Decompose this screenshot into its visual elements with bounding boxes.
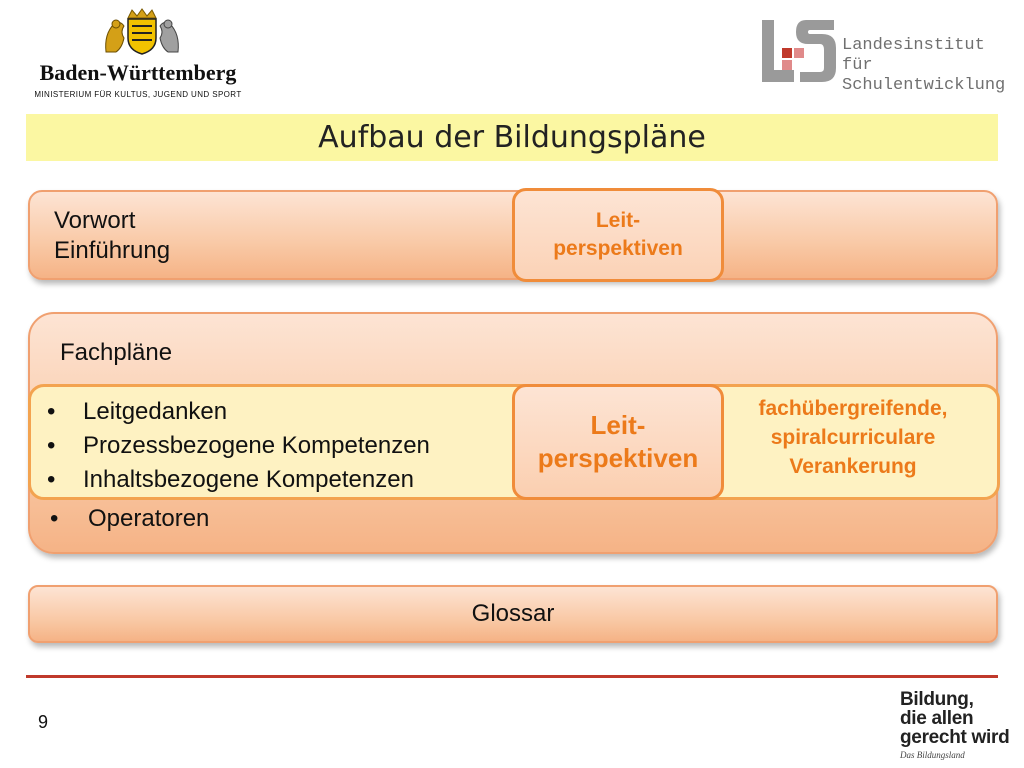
claim-line3: gerecht wird <box>900 727 1010 748</box>
glossar-panel <box>28 585 998 643</box>
einfuehrung-label: Einführung <box>54 237 171 264</box>
cross-curricular-note <box>722 394 984 481</box>
leitperspektiven-box-intro <box>512 188 724 282</box>
landesinstitut-logo <box>760 18 1010 95</box>
bullet-inhaltsbezogene-kompetenzen: • Inhaltsbezogene Kompetenzen <box>45 463 430 497</box>
leit-line1: Leit- <box>595 209 641 232</box>
claim-subline: Das Bildungsland <box>900 750 965 760</box>
state-name: Baden-Württemberg <box>39 60 237 85</box>
page-number: 9 <box>38 712 49 732</box>
leitperspektiven-box-fachplaene <box>512 384 724 500</box>
bullet-operatoren: • Operatoren <box>50 503 209 535</box>
claim-line2: die allen <box>900 708 974 729</box>
cross-line2: spiralcurriculare <box>770 426 936 449</box>
cross-line3: Verankerung <box>789 455 917 478</box>
institute-name-line1: Landesinstitut <box>842 36 985 55</box>
coat-of-arms-icon <box>94 8 190 56</box>
bildung-claim-logo <box>900 690 1010 760</box>
bullet-leitgedanken: • Leitgedanken <box>45 395 430 429</box>
title-band <box>26 114 998 161</box>
bullet-prozessbezogene-kompetenzen: • Prozessbezogene Kompetenzen <box>45 429 430 463</box>
fachplaene-bullet-list <box>45 395 430 497</box>
ls-logo-icon <box>760 18 836 84</box>
slide-title: Aufbau der Bildungspläne <box>318 120 706 155</box>
glossar-label: Glossar <box>471 600 555 627</box>
footer-divider <box>26 675 998 678</box>
claim-line1: Bildung, <box>900 689 974 710</box>
vorwort-label: Vorwort <box>54 207 136 234</box>
baden-wuerttemberg-logo <box>22 8 254 98</box>
intro-labels <box>54 206 170 266</box>
institute-name <box>842 36 1010 96</box>
cross-line1: fachübergreifende, <box>758 397 948 420</box>
leit-line2: perspektiven <box>537 443 699 473</box>
leit-line2: perspektiven <box>553 237 683 260</box>
institute-name-line2: für Schulentwicklung <box>842 56 1006 95</box>
ministry-name: MINISTERIUM FÜR KULTUS, JUGEND UND SPORT <box>34 90 242 99</box>
leit-line1: Leit- <box>590 410 646 440</box>
fachplaene-label: Fachpläne <box>60 339 173 366</box>
